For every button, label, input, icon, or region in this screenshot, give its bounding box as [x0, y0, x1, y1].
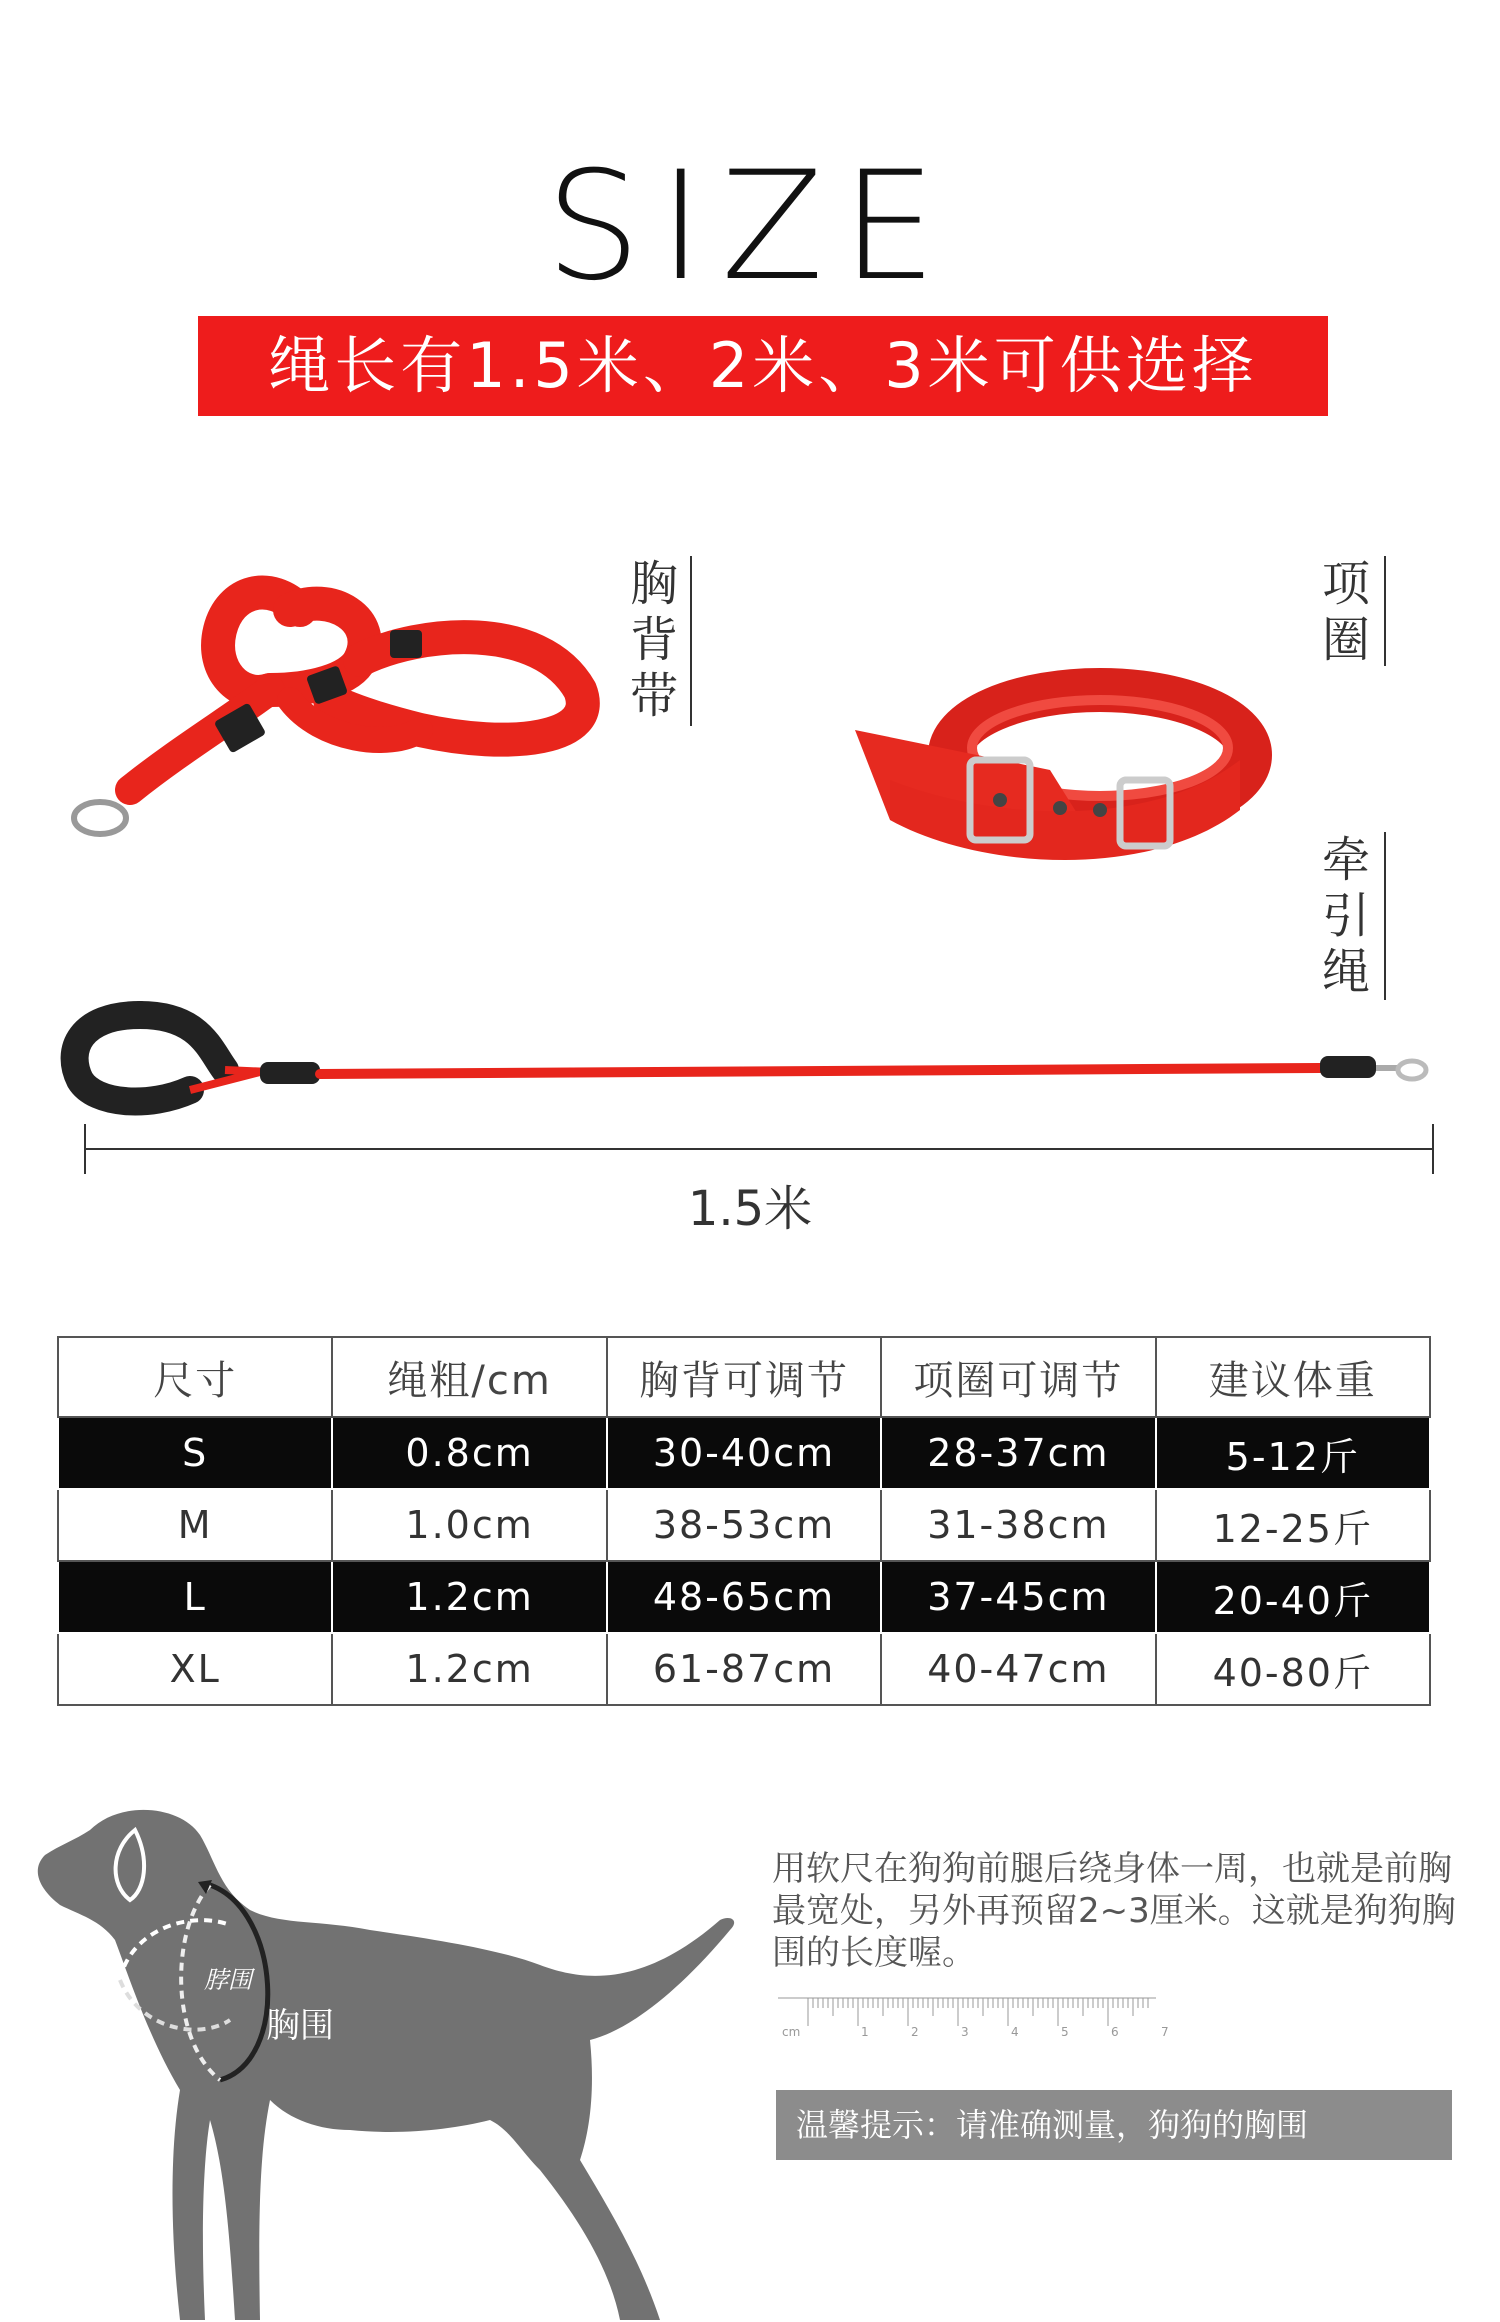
cell-rope: 0.8cm: [332, 1417, 606, 1489]
measure-tick-left: [84, 1124, 86, 1174]
neck-girth-label: 脖围: [204, 1966, 252, 1994]
ruler-image: [778, 1996, 1169, 2040]
cell-rope: 1.0cm: [332, 1489, 606, 1561]
cell-collar: 40-47cm: [881, 1633, 1155, 1705]
header-rope-thickness: 绳粗/cm: [332, 1337, 606, 1417]
header-weight: 建议体重: [1156, 1337, 1430, 1417]
ruler-number: 1: [861, 2025, 869, 2039]
page-title: SIZE: [545, 140, 955, 314]
table-header-row: [58, 1337, 1430, 1417]
leash-length-label: 1.5米: [687, 1181, 813, 1237]
cell-harness: 30-40cm: [607, 1417, 881, 1489]
table-row: [58, 1633, 1430, 1705]
ruler-number: 6: [1111, 2025, 1119, 2039]
leash-image: [60, 990, 1450, 1130]
harness-label: 胸 背 带: [629, 556, 678, 724]
collar-label: 项 圈: [1321, 556, 1370, 668]
leash-label-bar: [1384, 832, 1386, 1000]
dog-silhouette: [20, 1790, 760, 2320]
header-harness-range: 胸背可调节: [607, 1337, 881, 1417]
cell-collar: 37-45cm: [881, 1561, 1155, 1633]
header-collar-range: 项圈可调节: [881, 1337, 1155, 1417]
cell-weight: 5-12斤: [1156, 1417, 1430, 1489]
harness-label-bar: [690, 556, 692, 726]
collar-image: [850, 660, 1280, 900]
header-size: 尺寸: [58, 1337, 332, 1417]
ruler-unit: cm: [782, 2025, 801, 2039]
warm-tip-bar: 温馨提示：请准确测量，狗狗的胸围: [776, 2090, 1452, 2160]
table-row: [58, 1417, 1430, 1489]
cell-collar: 31-38cm: [881, 1489, 1155, 1561]
size-table: [57, 1336, 1431, 1706]
length-options-banner: 绳长有1.5米、2米、3米可供选择: [198, 316, 1328, 416]
cell-collar: 28-37cm: [881, 1417, 1155, 1489]
cell-rope: 1.2cm: [332, 1633, 606, 1705]
measurement-description: 用软尺在狗狗前腿后绕身体一周，也就是前胸最宽处，另外再预留2~3厘米。这就是狗狗胸围的长度喔。: [772, 1849, 1456, 1973]
cell-weight: 12-25斤: [1156, 1489, 1430, 1561]
cell-rope: 1.2cm: [332, 1561, 606, 1633]
ruler-number: 4: [1011, 2025, 1019, 2039]
chest-girth-label: 胸围: [266, 2006, 334, 2046]
collar-label-bar: [1384, 556, 1386, 666]
leash-label: 牵 引 绳: [1321, 832, 1370, 1000]
harness-image: [60, 550, 620, 850]
ruler-number: 7: [1161, 2025, 1169, 2039]
cell-harness: 48-65cm: [607, 1561, 881, 1633]
cell-size: S: [58, 1417, 332, 1489]
ruler-number: 5: [1061, 2025, 1069, 2039]
measure-tick-right: [1432, 1124, 1434, 1174]
cell-harness: 61-87cm: [607, 1633, 881, 1705]
length-measure-line: [84, 1148, 1434, 1150]
cell-size: XL: [58, 1633, 332, 1705]
ruler-number: 2: [911, 2025, 919, 2039]
cell-weight: 20-40斤: [1156, 1561, 1430, 1633]
cell-size: L: [58, 1561, 332, 1633]
cell-weight: 40-80斤: [1156, 1633, 1430, 1705]
ruler-number: 3: [961, 2025, 969, 2039]
cell-size: M: [58, 1489, 332, 1561]
table-row: [58, 1561, 1430, 1633]
table-row: [58, 1489, 1430, 1561]
cell-harness: 38-53cm: [607, 1489, 881, 1561]
